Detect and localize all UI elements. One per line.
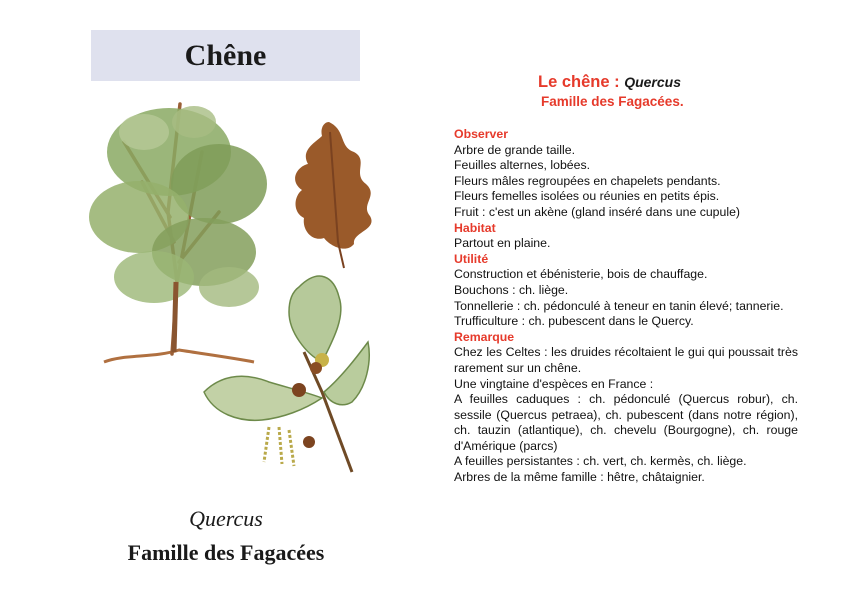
text-line: Bouchons : ch. liège. xyxy=(454,282,569,297)
heading-family: Famille des Fagacées. xyxy=(541,94,684,109)
text-line: Fleurs femelles isolées ou réunies en petits épis. xyxy=(454,189,720,204)
section-title-observer: Observer xyxy=(454,127,509,141)
dry-oak-leaf-drawing xyxy=(295,122,371,268)
text-line: A feuilles persistantes : ch. vert, ch. kermès, ch. liège. xyxy=(454,454,747,469)
text-line: Construction et ébénisterie, bois de chauffage. xyxy=(454,267,708,282)
info-content xyxy=(454,127,798,486)
section-title-utilite: Utilité xyxy=(454,251,489,266)
text-line: Fruit : c'est un akène (gland inséré dans une cupule) xyxy=(454,204,741,219)
family-caption: Famille des Fagacées xyxy=(127,540,325,565)
text-line: Feuilles alternes, lobées. xyxy=(454,158,591,173)
info-heading xyxy=(538,71,684,111)
oak-tree-drawing xyxy=(89,104,267,362)
text-line: Fleurs mâles regroupées en chapelets pendants. xyxy=(454,173,721,188)
text-line: A feuilles caduques : ch. pédonculé (Quercus robur), ch. sessile (Quercus petraea), ch. pubescent (dans notre région), ch. tauzin (atlantique), ch. chevelu (Bourgogne), ch. rouge d'Amérique (parcs) xyxy=(454,392,798,453)
text-line: Tonnellerie : ch. pédonculé à teneur en tanin élevé; tannerie. xyxy=(454,298,784,313)
section-title-remarque: Remarque xyxy=(454,329,515,344)
oak-illustration xyxy=(84,92,374,497)
text-line: Arbres de la même famille : hêtre, châtaignier. xyxy=(454,470,705,485)
section-title-habitat: Habitat xyxy=(454,220,496,235)
page-title: Chêne xyxy=(184,38,267,72)
heading-latin: Quercus xyxy=(624,74,682,90)
latin-name-caption: Quercus xyxy=(189,506,263,531)
text-line: Trufficulture : ch. pubescent dans le Quercy. xyxy=(454,314,694,329)
text-line: Partout en plaine. xyxy=(454,236,551,251)
text-line: Une vingtaine d'espèces en France : xyxy=(454,376,654,391)
title-banner xyxy=(91,30,360,81)
text-line: Arbre de grande taille. xyxy=(454,142,575,157)
heading-prefix: Le chêne : xyxy=(538,73,625,91)
text-line: Chez les Celtes : les druides récoltaient le gui qui poussait très rarement sur un chêne. xyxy=(454,345,798,375)
